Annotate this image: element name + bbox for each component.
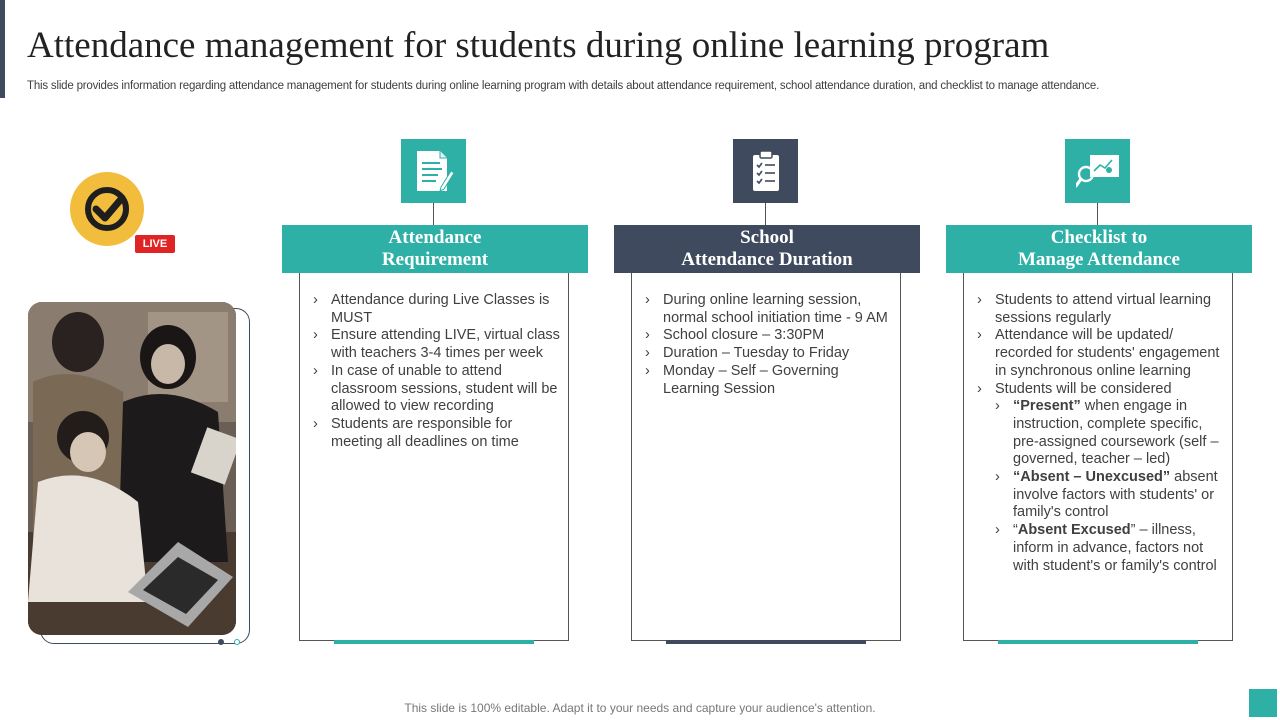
status-description: when engage in instruction, complete specific, pre-assigned coursework (self – governed, teacher – led) xyxy=(1013,398,1219,468)
status-description: ” – illness, inform in advance, factors not with student's or family's control xyxy=(1013,522,1217,574)
column-attendance-requirement xyxy=(282,138,588,646)
heading-line-2: Manage Attendance xyxy=(1017,249,1180,270)
bottom-accent-bar xyxy=(998,640,1198,644)
list-item: › School closure – 3:30PM xyxy=(645,327,892,345)
column-heading xyxy=(614,225,920,273)
content-box xyxy=(631,273,901,641)
status-label: “Present” xyxy=(1013,398,1081,415)
decor-dot-teal xyxy=(234,639,240,645)
list-item-text: Students will be considered xyxy=(995,380,1172,397)
icon-tile xyxy=(1065,139,1130,203)
connector-line xyxy=(433,203,434,225)
corner-accent-square xyxy=(1249,689,1277,717)
footer-note: This slide is 100% editable. Adapt it to your needs and capture your audience's attention. xyxy=(404,701,876,715)
heading-line-2: Attendance Duration xyxy=(681,249,853,270)
list-item: › In case of unable to attend classroom sessions, student will be allowed to view recording xyxy=(313,363,560,416)
status-description: absent involve factors with students' or family's control xyxy=(1013,469,1218,521)
connector-line xyxy=(1097,203,1098,225)
heading-line-2: Requirement xyxy=(381,249,489,270)
bullet-list xyxy=(645,292,892,398)
sub-list-item xyxy=(995,522,1224,575)
list-item: › During online learning session, normal school initiation time - 9 AM xyxy=(645,292,892,327)
status-prefix: “ xyxy=(1013,522,1018,539)
slide-title: Attendance management for students during online learning program xyxy=(27,25,1050,66)
content-box xyxy=(963,273,1233,641)
bullet-list xyxy=(977,292,1224,575)
column-school-attendance-duration xyxy=(614,138,920,646)
column-heading xyxy=(946,225,1252,273)
list-item: › Monday – Self – Governing Learning Session xyxy=(645,363,892,398)
column-heading xyxy=(282,225,588,273)
heading-line-1: Checklist to xyxy=(1050,227,1148,248)
list-item: › Students are responsible for meeting all deadlines on time xyxy=(313,416,560,451)
live-badge: LIVE xyxy=(135,235,175,253)
list-item: › Attendance will be updated/ recorded for students' engagement in synchronous online learning xyxy=(977,327,1224,380)
list-item: › Students to attend virtual learning sessions regularly xyxy=(977,292,1224,327)
check-badge-icon xyxy=(70,172,144,246)
connector-line xyxy=(765,203,766,225)
bottom-accent-bar xyxy=(666,640,866,644)
heading-line-1: School xyxy=(740,227,794,248)
list-item xyxy=(977,381,1224,576)
list-item: › Attendance during Live Classes is MUST xyxy=(313,292,560,327)
heading-line-1: Attendance xyxy=(388,227,482,248)
status-label: “Absent – Unexcused” xyxy=(1013,469,1171,486)
decor-dot-navy xyxy=(218,639,224,645)
clipboard-checklist-icon xyxy=(751,150,781,192)
sub-list xyxy=(995,398,1224,575)
students-photo xyxy=(28,302,236,635)
sub-list-item xyxy=(995,469,1224,522)
sub-list-item xyxy=(995,398,1224,469)
document-pen-icon xyxy=(414,149,454,193)
slide-subtitle: This slide provides information regarding attendance management for students during online learning program with details about attendance requirement, school attendance duration, and checklist to manage attendance. xyxy=(27,80,1100,92)
list-item: › Ensure attending LIVE, virtual class with teachers 3-4 times per week xyxy=(313,327,560,362)
list-item: › Duration – Tuesday to Friday xyxy=(645,345,892,363)
presentation-search-icon xyxy=(1076,154,1120,188)
bullet-list xyxy=(313,292,560,451)
bottom-accent-bar xyxy=(334,640,534,644)
content-box xyxy=(299,273,569,641)
title-accent-bar xyxy=(0,0,5,98)
status-label: Absent Excused xyxy=(1017,522,1131,539)
icon-tile xyxy=(733,139,798,203)
icon-tile xyxy=(401,139,466,203)
column-checklist-manage-attendance xyxy=(946,138,1252,646)
